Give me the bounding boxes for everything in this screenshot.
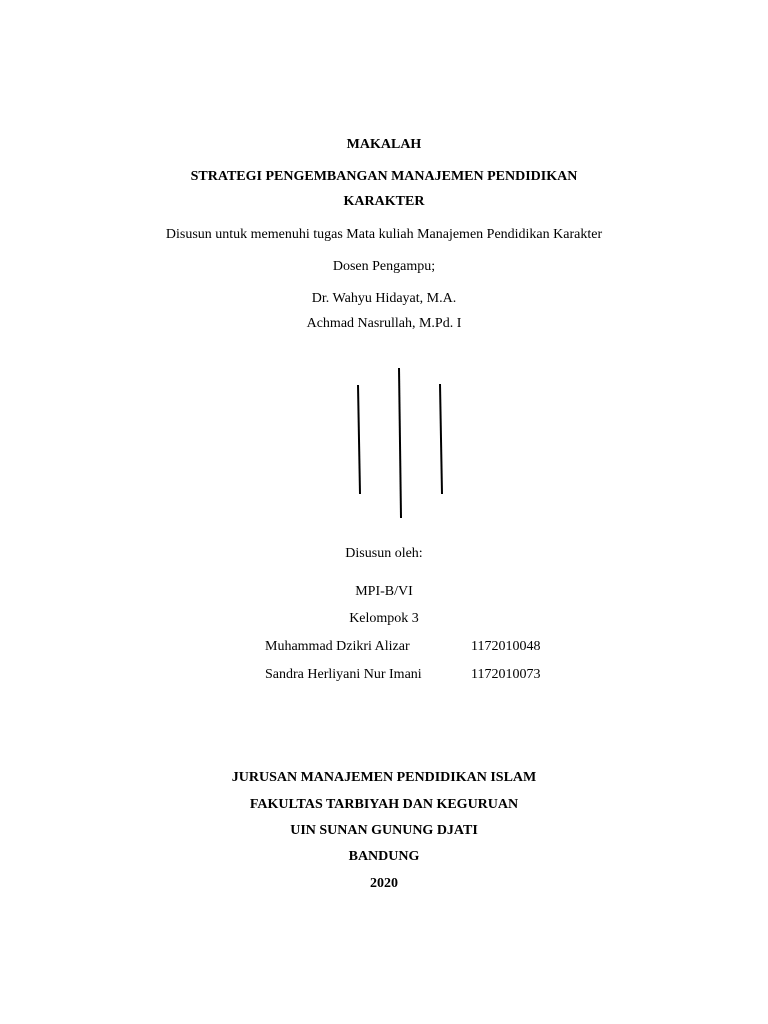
class-label: MPI-B/VI (355, 584, 413, 599)
member-name: Sandra Herliyani Nur Imani (265, 667, 422, 682)
lecturer-label: Dosen Pengampu; (332, 259, 436, 274)
group-label: Kelompok 3 (349, 611, 419, 626)
city-name: BANDUNG (348, 849, 420, 864)
year: 2020 (370, 876, 398, 891)
member-nim: 1172010048 (471, 639, 541, 654)
member-row (0, 666, 768, 684)
lecturer-2: Achmad Nasrullah, M.Pd. I (306, 316, 462, 331)
faculty-name: FAKULTAS TARBIYAH DAN KEGURUAN (249, 797, 519, 812)
member-name: Muhammad Dzikri Alizar (265, 639, 410, 654)
compiled-by-label: Disusun oleh: (345, 546, 423, 561)
three-vertical-lines-logo-icon (340, 360, 460, 530)
document-purpose: Disusun untuk memenuhi tugas Mata kuliah Manajemen Pendidikan Karakter (165, 227, 603, 242)
document-title-line-1: STRATEGI PENGEMBANGAN MANAJEMEN PENDIDIKAN (190, 169, 578, 184)
document-type-label: MAKALAH (346, 137, 422, 152)
document-title-line-2: KARAKTER (343, 194, 425, 209)
member-row (0, 638, 768, 656)
university-name: UIN SUNAN GUNUNG DJATI (290, 823, 478, 838)
member-nim: 1172010073 (471, 667, 541, 682)
department-name: JURUSAN MANAJEMEN PENDIDIKAN ISLAM (231, 770, 537, 785)
lecturer-1: Dr. Wahyu Hidayat, M.A. (311, 291, 457, 306)
